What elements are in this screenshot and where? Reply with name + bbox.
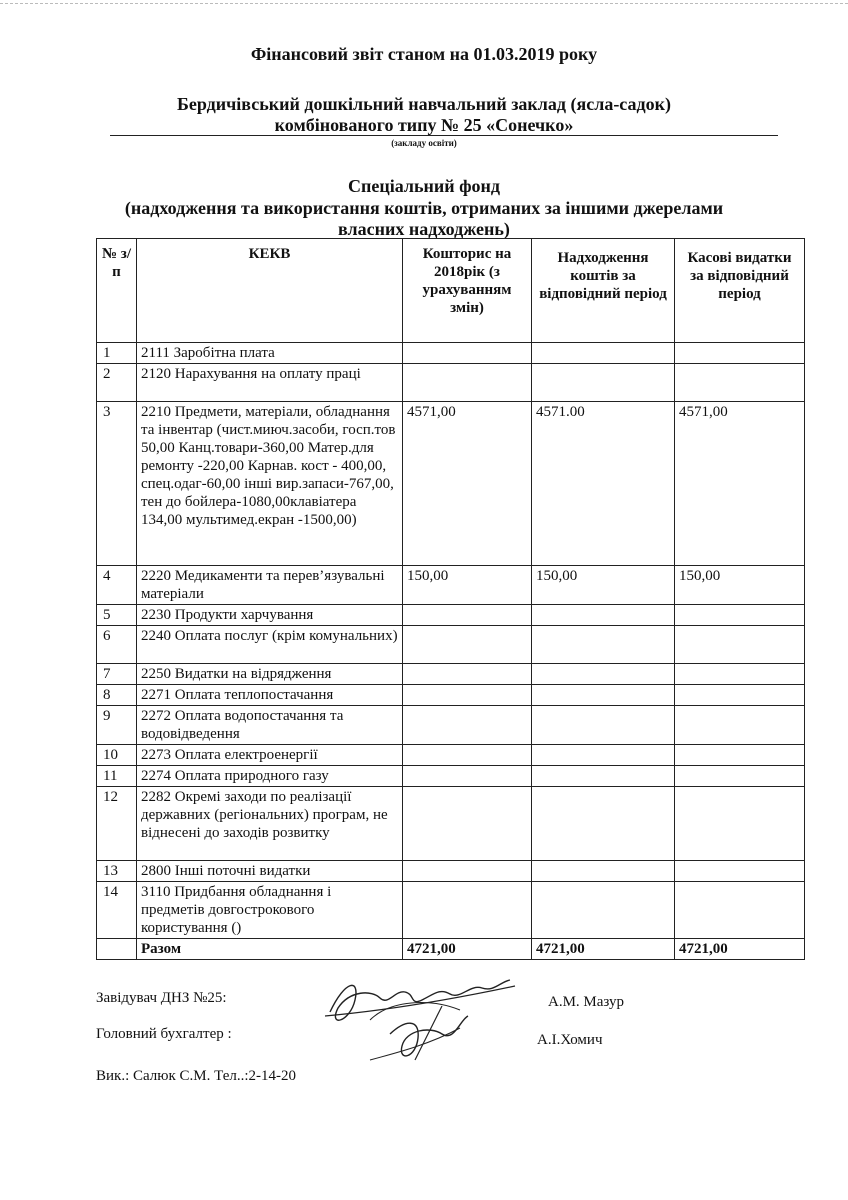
cell-estimate — [403, 364, 532, 402]
cell-kekv: 2282 Окремі заходи по реалізації державних (регіональних) програм, не віднесені до заходів розвитку — [137, 787, 403, 861]
cell-receipts — [532, 664, 675, 685]
accountant-role: Головний бухгалтер : — [96, 1026, 232, 1042]
table-row — [97, 664, 805, 685]
cell-receipts — [532, 861, 675, 882]
fund-subtitle-line1: (надходження та використання коштів, отриманих за іншими джерелами — [124, 198, 724, 218]
cell-estimate — [403, 745, 532, 766]
cell-expenses — [675, 364, 805, 402]
cell-num: 6 — [97, 626, 137, 664]
cell-kekv: 2250 Видатки на відрядження — [137, 664, 403, 685]
cell-estimate — [403, 882, 532, 939]
cell-kekv: 2210 Предмети, матеріали, обладнання та інвентар (чист.миюч.засоби, госп.тов 50,00 Канц.товари-360,00 Матер.для ремонту -220,00 Карнав. кост - 400,00, спец.одаг-60,00 інші вир.запаси-767,00, тен до бойлера-1080,00клавіатера 134,00 мультимед.екран -1500,00) — [137, 402, 403, 566]
cell-estimate — [403, 685, 532, 706]
cell-receipts — [532, 626, 675, 664]
table-row — [97, 787, 805, 861]
cell-num: 7 — [97, 664, 137, 685]
cell-num: 12 — [97, 787, 137, 861]
table-row — [97, 745, 805, 766]
cell-num: 3 — [97, 402, 137, 566]
cell-estimate — [403, 706, 532, 745]
cell-expenses — [675, 745, 805, 766]
cell-estimate — [403, 766, 532, 787]
header-kekv: КЕКВ — [137, 239, 403, 343]
cell-receipts — [532, 685, 675, 706]
table-total-row — [97, 939, 805, 960]
accountant-name: А.І.Хомич — [537, 1032, 603, 1048]
total-expenses: 4721,00 — [675, 939, 805, 960]
cell-expenses: 150,00 — [675, 566, 805, 605]
total-receipts: 4721,00 — [532, 939, 675, 960]
table-row — [97, 343, 805, 364]
table-header-row — [97, 239, 805, 343]
cell-receipts — [532, 787, 675, 861]
table-row — [97, 861, 805, 882]
cell-expenses: 4571,00 — [675, 402, 805, 566]
cell-expenses — [675, 882, 805, 939]
cell-expenses — [675, 766, 805, 787]
institution-name-line2: комбінованого типу № 25 «Сонечко» — [274, 115, 574, 135]
cell-kekv: 2271 Оплата теплопостачання — [137, 685, 403, 706]
header-num: № з/п — [97, 239, 137, 343]
cell-kekv: 2273 Оплата електроенергії — [137, 745, 403, 766]
cell-num: 11 — [97, 766, 137, 787]
cell-estimate — [403, 605, 532, 626]
table-row — [97, 402, 805, 566]
handwritten-signature-icon — [310, 960, 540, 1080]
cell-expenses — [675, 861, 805, 882]
cell-receipts — [532, 364, 675, 402]
table-row — [97, 566, 805, 605]
cell-kekv: 2230 Продукти харчування — [137, 605, 403, 626]
header-expenses: Касові видатки за відповідний період — [675, 239, 805, 343]
cell-kekv: 2111 Заробітна плата — [137, 343, 403, 364]
cell-kekv: 2120 Нарахування на оплату праці — [137, 364, 403, 402]
cell-kekv: 2274 Оплата природного газу — [137, 766, 403, 787]
cell-receipts: 150,00 — [532, 566, 675, 605]
institution-underline — [110, 135, 778, 136]
cell-num: 2 — [97, 364, 137, 402]
cell-receipts — [532, 343, 675, 364]
cell-estimate — [403, 861, 532, 882]
cell-num: 5 — [97, 605, 137, 626]
cell-expenses — [675, 685, 805, 706]
financial-table — [96, 238, 805, 960]
cell-kekv: 2800 Інші поточні видатки — [137, 861, 403, 882]
header-receipts: Надходження коштів за відповідний період — [532, 239, 675, 343]
cell-receipts — [532, 706, 675, 745]
cell-num: 10 — [97, 745, 137, 766]
total-estimate: 4721,00 — [403, 939, 532, 960]
table-row — [97, 766, 805, 787]
cell-estimate — [403, 343, 532, 364]
cell-expenses — [675, 343, 805, 364]
head-name: А.М. Мазур — [548, 994, 625, 1010]
table-row — [97, 706, 805, 745]
header-estimate: Кошторис на 2018рік (з урахуванням змін) — [403, 239, 532, 343]
cell-expenses — [675, 626, 805, 664]
cell-receipts — [532, 766, 675, 787]
cell-estimate: 150,00 — [403, 566, 532, 605]
total-label: Разом — [137, 939, 403, 960]
cell-kekv: 2240 Оплата послуг (крім комунальних) — [137, 626, 403, 664]
cell-num: 4 — [97, 566, 137, 605]
cell-expenses — [675, 787, 805, 861]
cell-estimate — [403, 664, 532, 685]
cell-num: 9 — [97, 706, 137, 745]
cell-num: 14 — [97, 882, 137, 939]
cell-num: 1 — [97, 343, 137, 364]
fund-title: Спеціальний фонд — [347, 176, 501, 196]
cell-kekv: 2272 Оплата водопостачання та водовідведення — [137, 706, 403, 745]
institution-caption: (закладу освіти) — [391, 138, 457, 148]
table-row — [97, 626, 805, 664]
cell-kekv: 3110 Придбання обладнання і предметів довгострокового користування () — [137, 882, 403, 939]
cell-estimate — [403, 626, 532, 664]
cell-estimate: 4571,00 — [403, 402, 532, 566]
table-row — [97, 685, 805, 706]
table-row — [97, 364, 805, 402]
cell-num: 8 — [97, 685, 137, 706]
cell-receipts — [532, 745, 675, 766]
cell-expenses — [675, 605, 805, 626]
cell-receipts — [532, 605, 675, 626]
table-row — [97, 882, 805, 939]
cell-kekv: 2220 Медикаменти та перев’язувальні матеріали — [137, 566, 403, 605]
executor-line: Вик.: Салюк С.М. Тел..:2-14-20 — [96, 1068, 296, 1084]
report-heading: Фінансовий звіт станом на 01.03.2019 року — [250, 44, 598, 64]
cell-receipts — [532, 882, 675, 939]
cell-receipts: 4571.00 — [532, 402, 675, 566]
institution-name-line1: Бердичівський дошкільний навчальний заклад (ясла-садок) — [176, 94, 671, 114]
cell-expenses — [675, 706, 805, 745]
cell-num: 13 — [97, 861, 137, 882]
scan-artifact-line — [0, 3, 848, 4]
table-row — [97, 605, 805, 626]
cell-expenses — [675, 664, 805, 685]
cell-estimate — [403, 787, 532, 861]
head-role: Завідувач ДНЗ №25: — [96, 990, 227, 1006]
fund-subtitle-line2: власних надходжень) — [338, 219, 510, 239]
